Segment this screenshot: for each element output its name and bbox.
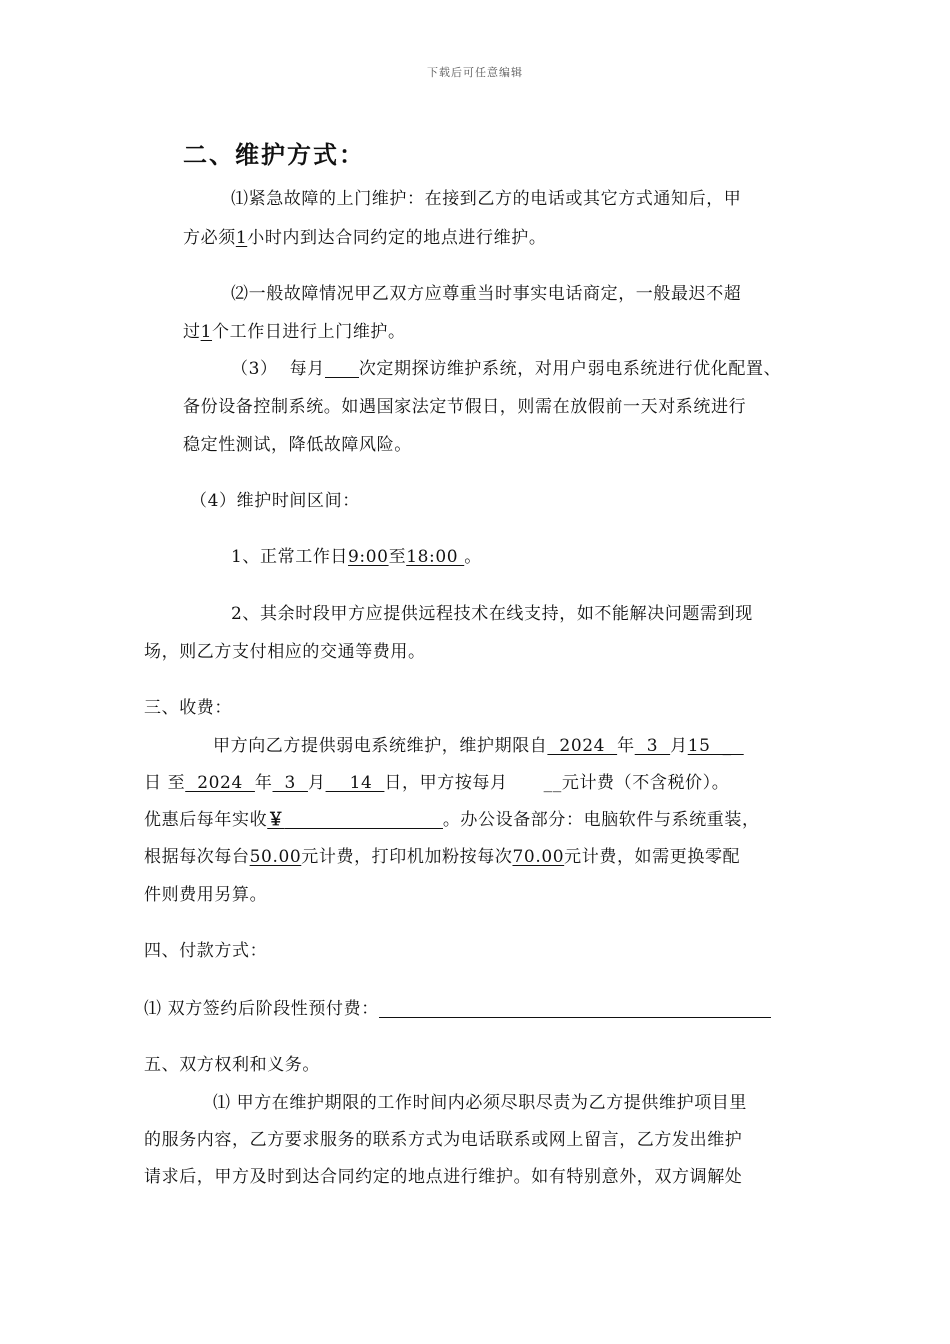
charges-line1: 甲方向乙方提供弱电系统维护，维护期限自 2024 年 3 月15 _ [213, 736, 744, 756]
working-hours-item: 1、正常工作日9:00至18:00 。 [231, 547, 482, 567]
response-days-value: 1 [200, 322, 213, 342]
prepayment-blank [379, 999, 771, 1018]
printer-service-price: 70.00 [512, 847, 565, 867]
charges-line2: 日 至 2024 年 3 月 14 日，甲方按每月 __元计费（不含税价）。 [144, 773, 730, 793]
section-title-charges: 三、收费： [144, 698, 232, 718]
start-year-value: 2024 [547, 736, 618, 756]
maintenance-hours-title: （4）维护时间区间： [190, 491, 360, 511]
start-day-value: 15 _ [687, 736, 744, 756]
pc-service-price: 50.00 [249, 847, 302, 867]
section-title-payment: 四、付款方式： [144, 941, 268, 961]
section-title-maintenance-method: 二、维护方式： [183, 140, 365, 169]
paragraph-visit-line1: （3） 每月 次定期探访维护系统，对用户弱电系统进行优化配置、 [231, 359, 782, 379]
rights-line3: 请求后，甲方及时到达合同约定的地点进行维护。如有特别意外，双方调解处 [144, 1167, 743, 1187]
paragraph-visit-line2: 备份设备控制系统。如遇国家法定节假日，则需在放假前一天对系统进行 [183, 397, 747, 417]
end-year-value: 2024 [185, 773, 255, 793]
end-day-value: 14 [325, 773, 385, 793]
charges-line5: 件则费用另算。 [144, 885, 268, 905]
section-title-rights: 五、双方权利和义务。 [144, 1055, 320, 1075]
paragraph-general-line2: 过1个工作日进行上门维护。 [183, 322, 406, 342]
charges-line4: 根据每次每台50.00元计费，打印机加粉按每次70.00元计费，如需更换零配 [144, 847, 741, 867]
annual-amount-blank [285, 810, 443, 829]
response-hours-value: 1 [235, 228, 248, 248]
page-header: 下载后可任意编辑 [427, 66, 523, 79]
yen-symbol: ￥ [267, 810, 285, 830]
paragraph-emergency-line1: ⑴紧急故障的上门维护：在接到乙方的电话或其它方式通知后，甲 [231, 189, 742, 209]
rights-line2: 的服务内容，乙方要求服务的联系方式为电话联系或网上留言，乙方发出维护 [144, 1130, 743, 1150]
charges-line3: 优惠后每年实收￥ 。办公设备部分：电脑软件与系统重装， [144, 810, 760, 830]
monthly-fee-blank: __ [543, 773, 562, 793]
paragraph-general-line1: ⑵一般故障情况甲乙双方应尊重当时事实电话商定，一般最迟不超 [231, 284, 742, 304]
visits-per-month-blank [325, 359, 359, 378]
end-month-value: 3 [272, 773, 308, 793]
start-month-value: 3 [634, 736, 671, 756]
paragraph-visit-line3: 稳定性测试，降低故障风险。 [183, 435, 412, 455]
rights-line1: ⑴ 甲方在维护期限的工作时间内必须尽职尽责为乙方提供维护项目里 [213, 1093, 748, 1113]
remote-support-line1: 2、其余时段甲方应提供远程技术在线支持，如不能解决问题需到现 [231, 604, 753, 624]
remote-support-line2: 场，则乙方支付相应的交通等费用。 [144, 642, 426, 662]
paragraph-emergency-line2: 方必须1小时内到达合同约定的地点进行维护。 [183, 228, 547, 248]
start-time-value: 9:00 [348, 547, 389, 567]
payment-item1: ⑴ 双方签约后阶段性预付费： [144, 997, 771, 1021]
end-time-value: 18:00 [406, 547, 465, 567]
